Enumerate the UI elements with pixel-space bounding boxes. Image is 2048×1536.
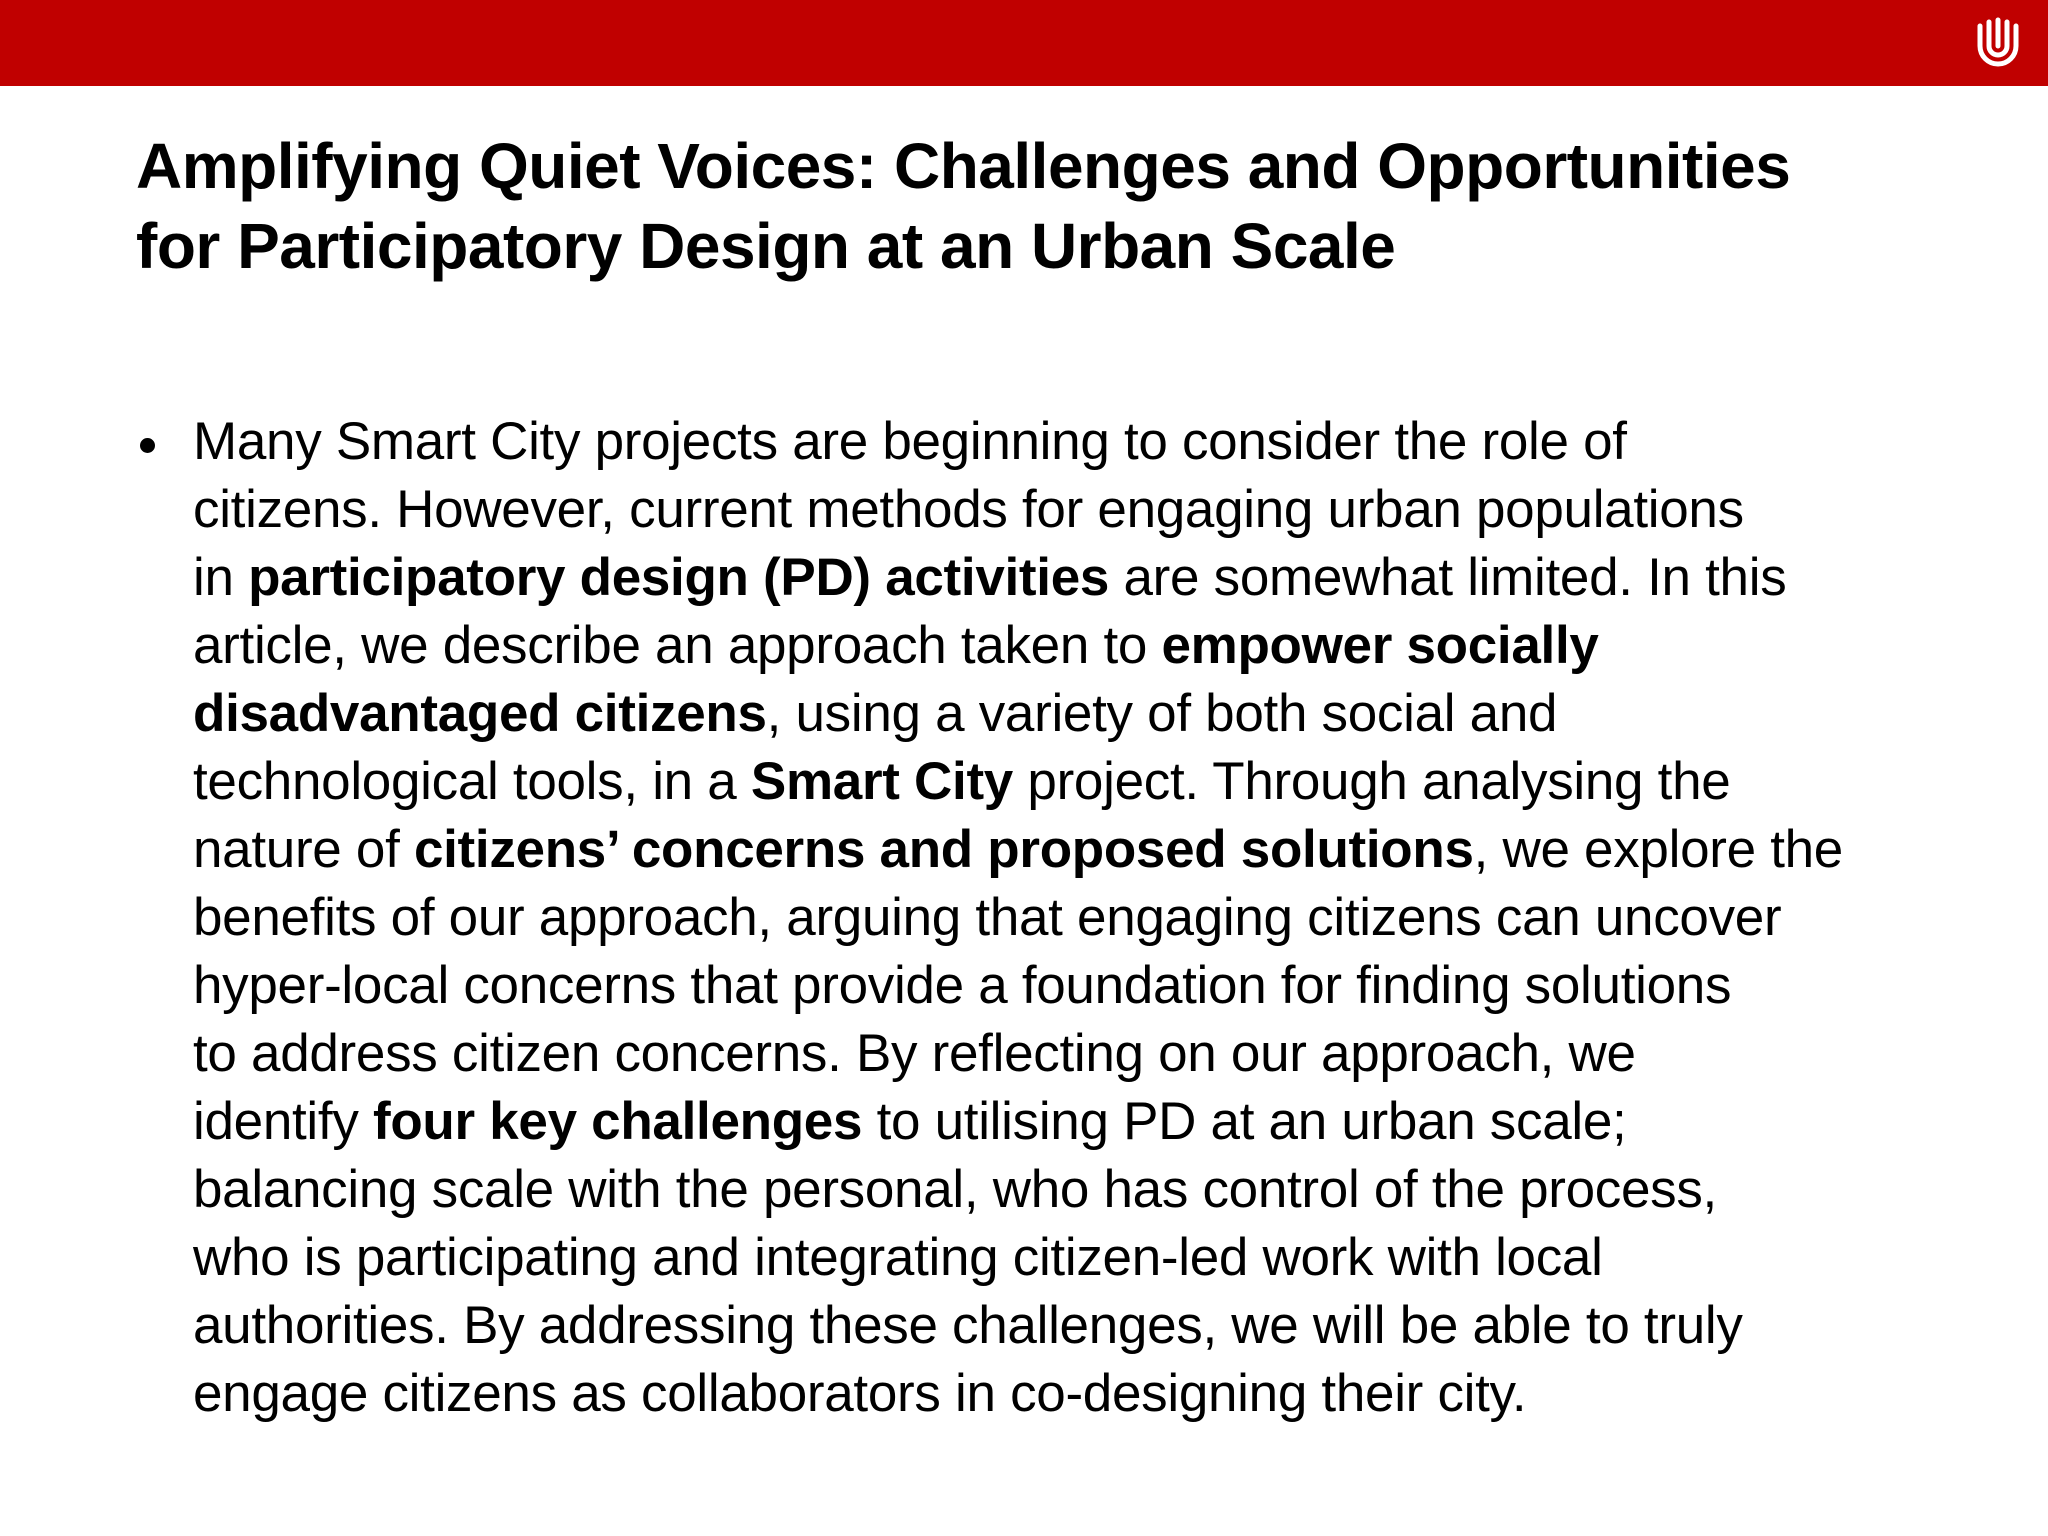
body-line — [193, 408, 1936, 476]
text-segment: citizens. However, current methods for engaging urban populations — [193, 480, 1744, 539]
text-segment: in — [193, 548, 249, 607]
title-line-1: Amplifying Quiet Voices: Challenges and Opportunities — [136, 130, 1791, 202]
body-line — [193, 612, 1936, 680]
body-line — [193, 1224, 1936, 1292]
text-segment: , we explore the — [1473, 820, 1843, 879]
text-segment: authorities. By addressing these challenges, we will be able to truly — [193, 1296, 1743, 1355]
emphasis-text: Smart City — [750, 752, 1013, 811]
emphasis-text: empower socially — [1161, 616, 1599, 675]
body-line — [193, 816, 1936, 884]
text-segment: , using a variety of both social and — [766, 684, 1558, 743]
body-line — [193, 748, 1936, 816]
emphasis-text: four key challenges — [372, 1092, 863, 1151]
text-segment: technological tools, in a — [193, 752, 751, 811]
body-line — [193, 476, 1936, 544]
text-segment: benefits of our approach, arguing that engaging citizens can uncover — [193, 888, 1782, 947]
text-segment: balancing scale with the personal, who has control of the process, — [193, 1160, 1717, 1219]
page-title — [136, 126, 1936, 286]
body-line — [193, 884, 1936, 952]
text-segment: engage citizens as collaborators in co-designing their city. — [193, 1364, 1527, 1423]
header-bar — [0, 0, 2048, 86]
body-line — [193, 952, 1936, 1020]
body-line — [193, 1156, 1936, 1224]
text-segment: to utilising PD at an urban scale; — [862, 1092, 1627, 1151]
text-segment: project. Through analysing the — [1012, 752, 1731, 811]
emphasis-text: disadvantaged citizens — [193, 684, 767, 743]
text-segment: who is participating and integrating citizen-led work with local — [193, 1228, 1603, 1287]
text-segment: to address citizen concerns. By reflecting on our approach, we — [193, 1024, 1636, 1083]
text-segment: article, we describe an approach taken to — [193, 616, 1162, 675]
abstract-body — [136, 408, 1936, 1428]
body-line — [193, 680, 1936, 748]
emphasis-text: citizens’ concerns and proposed solutions — [413, 820, 1474, 879]
text-segment: Many Smart City projects are beginning to consider the role of — [193, 412, 1627, 471]
bullet-item — [136, 408, 1936, 1428]
emphasis-text: participatory design (PD) activities — [248, 548, 1110, 607]
bullet-dot-icon — [136, 408, 176, 476]
text-segment: nature of — [193, 820, 414, 879]
body-line — [193, 1020, 1936, 1088]
text-segment: hyper-local concerns that provide a foundation for finding solutions — [193, 956, 1732, 1015]
body-line — [193, 1088, 1936, 1156]
body-line — [193, 1360, 1936, 1428]
university-u-logo-icon — [1970, 16, 2026, 72]
body-line — [193, 1292, 1936, 1360]
title-line-2: for Participatory Design at an Urban Scale — [136, 210, 1396, 282]
text-segment: are somewhat limited. In this — [1109, 548, 1787, 607]
body-line — [193, 544, 1936, 612]
text-segment: identify — [193, 1092, 373, 1151]
